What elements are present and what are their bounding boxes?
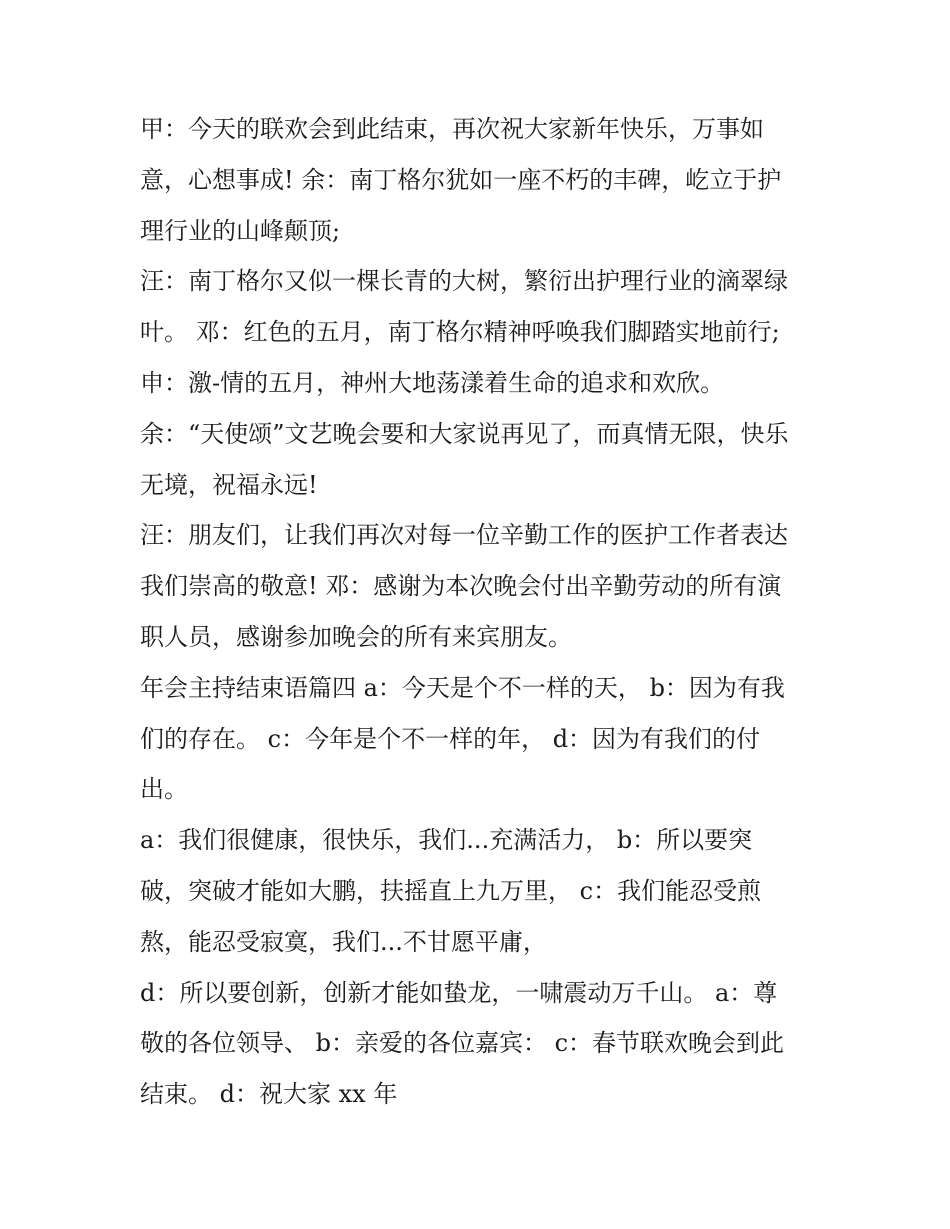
text-line: 汪：朋友们，让我们再次对每一位辛勤工作的医护工作者表达 bbox=[140, 521, 788, 550]
text-line: 年会主持结束语篇四 a：今天是个不一样的天， b：因为有我 bbox=[140, 673, 785, 702]
text-line: 敬的各位领导、 b：亲爱的各位嘉宾： c：春节联欢晚会到此 bbox=[140, 1029, 785, 1058]
text-line: 甲：今天的联欢会到此结束，再次祝大家新年快乐，万事如 bbox=[140, 115, 764, 143]
text-line: 申：激-情的五月，神州大地荡漾着生命的追求和欢欣。 bbox=[140, 368, 725, 397]
text-line: 理行业的山峰颠顶; bbox=[140, 216, 341, 245]
text-line: 余：“天使颂”文艺晚会要和大家说再见了，而真情无限，快乐 bbox=[140, 419, 789, 448]
text-line: a：我们很健康，很快乐，我们...充满活力， b：所以要突 bbox=[140, 826, 753, 855]
text-line: 叶。 邓：红色的五月，南丁格尔精神呼唤我们脚踏实地前行; bbox=[140, 318, 780, 347]
text-line: 们的存在。 c：今年是个不一样的年， d：因为有我们的付 bbox=[140, 724, 761, 753]
text-line: 结束。 d：祝大家 xx 年 bbox=[140, 1080, 398, 1109]
text-line: 职人员，感谢参加晚会的所有来宾朋友。 bbox=[140, 622, 572, 651]
text-line: d：所以要创新，创新才能如蛰龙，一啸震动万千山。 a：尊 bbox=[140, 978, 778, 1007]
text-line: 熬，能忍受寂寞，我们...不甘愿平庸， bbox=[140, 927, 547, 956]
document-body bbox=[140, 104, 820, 1120]
text-line: 意，心想事成! 余：南丁格尔犹如一座不朽的丰碑，屹立于护 bbox=[140, 165, 782, 194]
text-line: 出。 bbox=[140, 775, 188, 804]
text-line: 汪：南丁格尔又似一棵长青的大树，繁衍出护理行业的滴翠绿 bbox=[140, 267, 788, 296]
text-line: 我们崇高的敬意! 邓：感谢为本次晚会付出辛勤劳动的所有演 bbox=[140, 572, 782, 601]
text-line: 无境，祝福永远! bbox=[140, 470, 318, 499]
text-line: 破，突破才能如大鹏，扶摇直上九万里， c：我们能忍受煎 bbox=[140, 876, 762, 905]
